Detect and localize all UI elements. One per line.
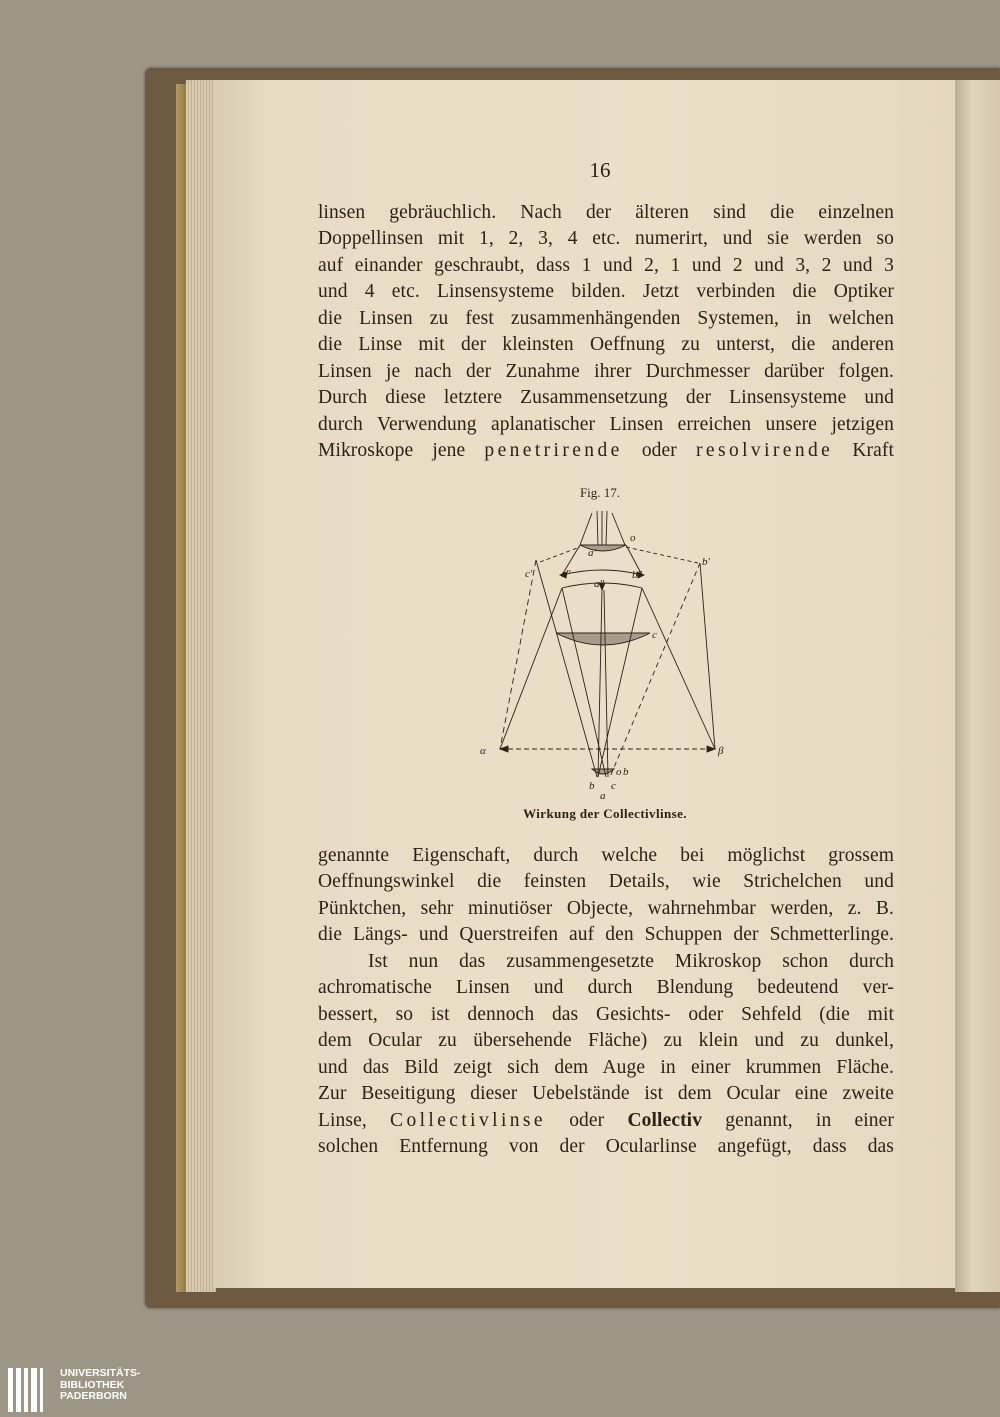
text-line <box>318 1002 894 1028</box>
label-alpha: α <box>480 745 486 757</box>
text-line <box>318 253 894 279</box>
text-line <box>318 385 894 411</box>
text-segment: oder <box>622 439 697 461</box>
text-line <box>318 869 894 895</box>
text-line <box>318 896 894 922</box>
outer-ray-left <box>536 560 597 777</box>
text-segment: bessert, so ist dennoch das Gesichts- oder Sehfeld (die mit <box>318 1003 894 1025</box>
text-line <box>318 359 894 385</box>
text-segment: achromatische Linsen und durch Blendung bedeutend ver- <box>318 977 894 999</box>
library-logo <box>8 1368 168 1413</box>
label-b-prime: b′ <box>702 556 710 568</box>
label-c-lens: c <box>652 629 657 641</box>
collective-lens-diagram <box>470 505 740 805</box>
text-segment: und das Bild zeigt sich dem Auge in einer krummen Fläche. <box>318 1056 894 1078</box>
text-line <box>318 438 894 464</box>
paragraph-3 <box>318 949 894 1161</box>
text-line <box>318 1134 894 1160</box>
ray-line <box>612 513 625 545</box>
dashed-ray <box>626 547 698 563</box>
text-segment: Linsen je nach der Zunahme ihrer Durchmesser darüber folgen. <box>318 360 894 382</box>
label-o-bottom: o <box>616 766 622 778</box>
text-line <box>318 1028 894 1054</box>
text-segment: solchen Entfernung von der Ocularlinse angefügt, dass das <box>318 1136 894 1158</box>
label-a-double: a″ <box>594 578 605 590</box>
label-b-bottom: b <box>589 780 595 792</box>
text-segment: Mikroskope jene <box>318 439 485 461</box>
text-line <box>318 306 894 332</box>
text-segment: Linse, <box>318 1109 391 1131</box>
label-b-bottom-right: b <box>623 766 629 778</box>
text-line <box>318 975 894 1001</box>
logo-line-2: BIBLIOTHEK <box>60 1378 125 1391</box>
label-beta: β <box>718 745 724 757</box>
dashed-cone-left <box>500 560 536 749</box>
label-o-top: o <box>630 532 636 544</box>
text-line <box>318 412 894 438</box>
logo-line-3: PADERBORN <box>60 1390 127 1402</box>
page-number: 16 <box>589 158 611 182</box>
text-segment: durch Verwendung aplanatischer Linsen erreichen unsere jetzigen <box>318 413 894 435</box>
label-c-double: c″ <box>561 568 571 580</box>
logo-line-1: UNIVERSITÄTS- <box>60 1367 141 1379</box>
text-segment: Pünktchen, sehr minutiöser Objecte, wahrnehmbar werden, z. B. <box>318 897 894 919</box>
objective-lens <box>592 769 614 774</box>
text-segment: Ist nun das zusammengesetzte Mikroskop schon durch <box>368 951 894 972</box>
text-segment: linsen gebräuchlich. Nach der älteren sind die einzelnen <box>318 202 894 223</box>
text-segment: die Linsen zu fest zusammenhängenden Systemen, in welchen <box>318 307 894 329</box>
paragraph-1 <box>318 200 894 464</box>
text-segment: Collectiv <box>627 1109 703 1131</box>
eye-lens <box>580 545 626 551</box>
text-segment: Kraft <box>833 439 894 461</box>
text-segment: genannte Eigenschaft, durch welche bei möglichst grossem <box>318 845 894 866</box>
text-segment: und 4 etc. Linsensysteme bilden. Jetzt verbinden die Optiker <box>318 281 894 303</box>
text-segment: die Linse mit der kleinsten Oeffnung zu unterst, die anderen <box>318 334 894 356</box>
label-b-double: b″ <box>632 569 643 581</box>
label-c-bottom: c <box>611 780 616 792</box>
text-line <box>318 843 894 869</box>
ray-line <box>597 511 598 545</box>
text-segment: Zur Beseitigung dieser Uebelstände ist dem Ocular eine zweite <box>318 1083 894 1105</box>
facing-page-edge <box>955 80 1000 1292</box>
figure-caption: Wirkung der Collectivlinse. <box>523 806 687 821</box>
text-segment: auf einander geschraubt, dass 1 und 2, 1 und 2 und 3, 2 und 3 <box>318 254 894 276</box>
ray-line <box>580 513 592 545</box>
text-line <box>318 200 894 226</box>
image-arc-upper <box>562 570 642 575</box>
ray-line <box>500 588 562 749</box>
text-segment: Durch diese letztere Zusammensetzung der Linsensysteme und <box>318 387 894 409</box>
text-segment: die Längs- und Querstreifen auf den Schuppen der Schmetterlinge. <box>318 924 894 946</box>
text-segment: resolvirende <box>696 439 834 461</box>
text-line <box>318 922 894 948</box>
paragraph-2 <box>318 843 894 949</box>
text-line <box>318 226 894 252</box>
text-line <box>318 279 894 305</box>
label-c-prime: c′ <box>525 568 533 580</box>
text-line <box>318 1108 894 1134</box>
text-line <box>318 949 894 975</box>
label-a-prime: a′ <box>588 547 596 559</box>
ray-line <box>606 511 607 545</box>
text-segment: Doppellinsen mit 1, 2, 3, 4 etc. numerirt, und sie werden so <box>318 228 894 250</box>
text-segment: Collectivlinse <box>390 1109 546 1131</box>
logo-bars-icon <box>8 1368 54 1412</box>
text-line <box>318 1081 894 1107</box>
text-line <box>318 1055 894 1081</box>
outer-ray-right-dashed <box>610 563 700 777</box>
label-a-bottom: a <box>600 790 606 802</box>
page-edges <box>186 80 216 1292</box>
figure-label: Fig. 17. <box>579 485 621 500</box>
text-segment: dem Ocular zu übersehende Fläche) zu klein und zu dunkel, <box>318 1030 894 1052</box>
text-segment: oder <box>545 1109 628 1131</box>
text-line <box>318 332 894 358</box>
text-segment: penetrirende <box>484 439 623 461</box>
text-segment: Oeffnungswinkel die feinsten Details, wie Strichelchen und <box>318 871 894 893</box>
text-segment: genannt, in einer <box>702 1109 895 1131</box>
collective-lens <box>556 633 650 645</box>
